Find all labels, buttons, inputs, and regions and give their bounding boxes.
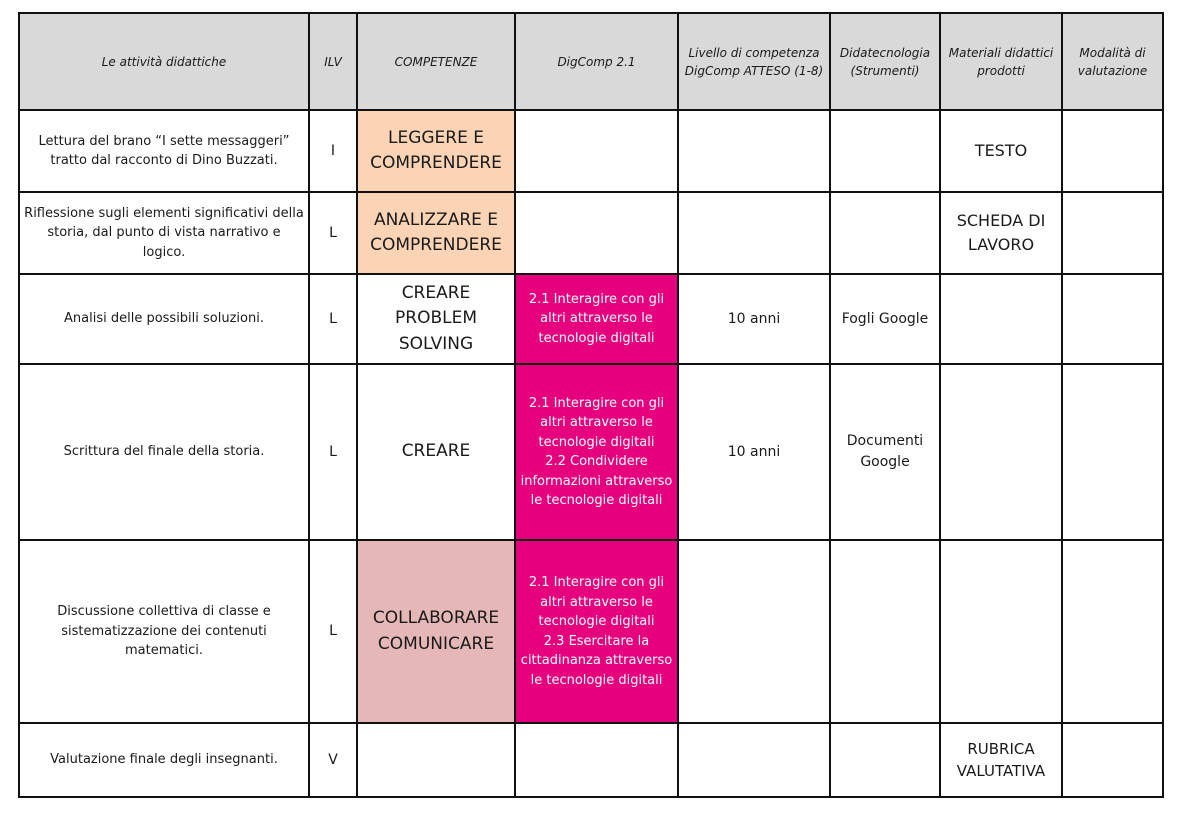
activity-cell: Valutazione finale degli insegnanti. (19, 723, 309, 797)
table-row (19, 274, 1163, 364)
header-tools: Didatecnologia (Strumenti) (830, 13, 940, 110)
header-activities: Le attività didattiche (19, 13, 309, 110)
tools-cell (830, 192, 940, 274)
evaluation-cell (1062, 110, 1163, 192)
materials-cell (940, 540, 1062, 723)
ilv-cell: I (309, 110, 357, 192)
materials-cell (940, 274, 1062, 364)
evaluation-cell (1062, 364, 1163, 540)
ilv-cell: L (309, 274, 357, 364)
header-row (19, 13, 1163, 110)
level-cell: 10 anni (678, 274, 830, 364)
digcomp-cell (515, 110, 678, 192)
digcomp-cell: 2.1 Interagire con gli altri attraverso le tecnologie digitali (515, 274, 678, 364)
materials-cell (940, 364, 1062, 540)
tools-cell: Fogli Google (830, 274, 940, 364)
competence-cell: CREARE (357, 364, 515, 540)
competence-cell (357, 723, 515, 797)
table-row (19, 540, 1163, 723)
table-row (19, 192, 1163, 274)
table-row (19, 110, 1163, 192)
lesson-plan-table (18, 12, 1164, 798)
ilv-cell: L (309, 192, 357, 274)
tools-cell: Documenti Google (830, 364, 940, 540)
ilv-cell: L (309, 364, 357, 540)
header-level: Livello di competenza DigComp ATTESO (1-8) (678, 13, 830, 110)
header-competences: COMPETENZE (357, 13, 515, 110)
level-cell (678, 110, 830, 192)
tools-cell (830, 723, 940, 797)
tools-cell (830, 540, 940, 723)
materials-cell: SCHEDA DI LAVORO (940, 192, 1062, 274)
materials-cell: TESTO (940, 110, 1062, 192)
header-ilv: ILV (309, 13, 357, 110)
level-cell (678, 192, 830, 274)
materials-cell: RUBRICA VALUTATIVA (940, 723, 1062, 797)
table-row (19, 364, 1163, 540)
competence-cell: ANALIZZARE E COMPRENDERE (357, 192, 515, 274)
level-cell: 10 anni (678, 364, 830, 540)
activity-cell: Riflessione sugli elementi significativi della storia, dal punto di vista narrativo e logico. (19, 192, 309, 274)
digcomp-cell (515, 723, 678, 797)
activity-cell: Discussione collettiva di classe e sistematizzazione dei contenuti matematici. (19, 540, 309, 723)
header-materials: Materiali didattici prodotti (940, 13, 1062, 110)
tools-cell (830, 110, 940, 192)
ilv-cell: L (309, 540, 357, 723)
digcomp-cell: 2.1 Interagire con gli altri attraverso le tecnologie digitali 2.2 Condividere informazioni attraverso le tecnologie digitali (515, 364, 678, 540)
table-row (19, 723, 1163, 797)
evaluation-cell (1062, 540, 1163, 723)
competence-cell: LEGGERE E COMPRENDERE (357, 110, 515, 192)
evaluation-cell (1062, 192, 1163, 274)
header-digcomp: DigComp 2.1 (515, 13, 678, 110)
evaluation-cell (1062, 723, 1163, 797)
evaluation-cell (1062, 274, 1163, 364)
activity-cell: Lettura del brano “I sette messaggeri” tratto dal racconto di Dino Buzzati. (19, 110, 309, 192)
competence-cell: CREARE PROBLEM SOLVING (357, 274, 515, 364)
digcomp-cell: 2.1 Interagire con gli altri attraverso le tecnologie digitali 2.3 Esercitare la cittadinanza attraverso le tecnologie digitali (515, 540, 678, 723)
header-evaluation: Modalità di valutazione (1062, 13, 1163, 110)
level-cell (678, 723, 830, 797)
competence-cell: COLLABORARE COMUNICARE (357, 540, 515, 723)
activity-cell: Scrittura del finale della storia. (19, 364, 309, 540)
ilv-cell: V (309, 723, 357, 797)
level-cell (678, 540, 830, 723)
digcomp-cell (515, 192, 678, 274)
activity-cell: Analisi delle possibili soluzioni. (19, 274, 309, 364)
